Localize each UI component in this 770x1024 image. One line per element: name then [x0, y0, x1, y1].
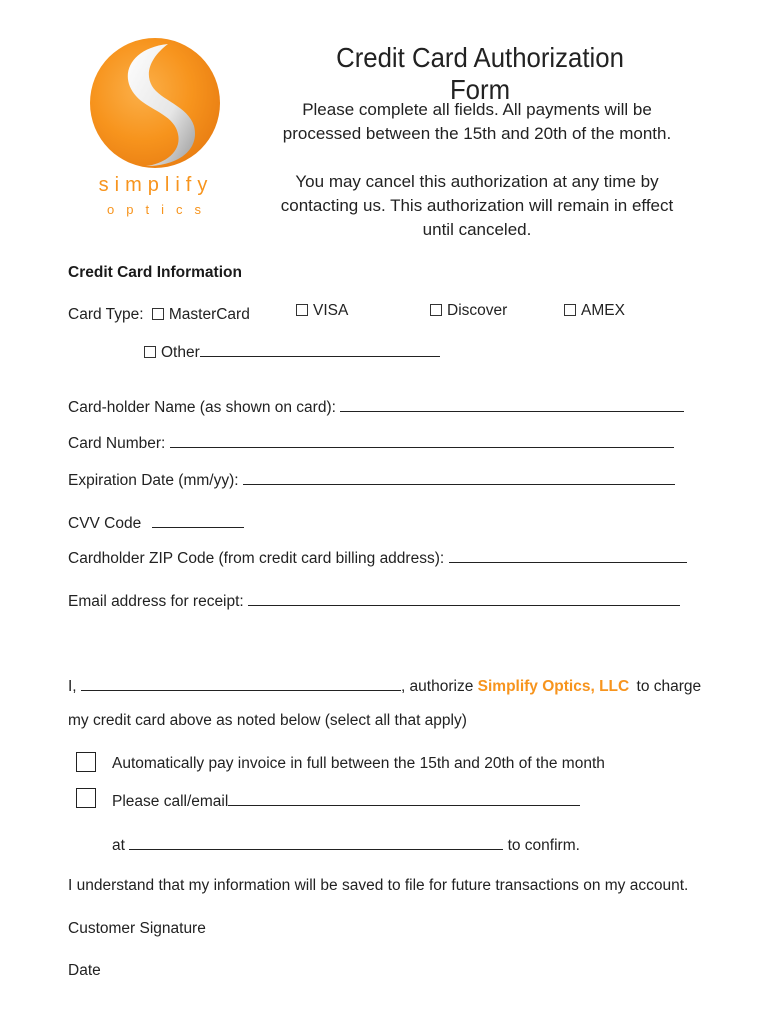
company-name: Simplify Optics, LLC: [477, 678, 630, 695]
expiration-input[interactable]: [243, 470, 675, 485]
cardholder-name-input[interactable]: [340, 397, 684, 412]
authorize-suffix: to charge: [636, 678, 702, 695]
understand-statement: I understand that my information will be saved to file for future transactions on my account.: [68, 877, 689, 894]
discover-checkbox[interactable]: [430, 304, 442, 316]
confirm-field: [112, 835, 580, 855]
cardholder-name-label: Card-holder Name (as shown on card):: [68, 399, 336, 416]
zip-field: [68, 548, 687, 568]
other-option[interactable]: [144, 342, 440, 362]
email-field: [68, 591, 680, 611]
cvv-label: CVV Code: [68, 515, 142, 532]
amex-option[interactable]: [564, 302, 625, 320]
discover-label: Discover: [447, 302, 508, 319]
authorize-middle: , authorize: [400, 678, 474, 695]
other-label: Other: [161, 344, 200, 361]
confirm-contact-input[interactable]: [129, 835, 503, 850]
expiration-label: Expiration Date (mm/yy):: [68, 472, 239, 489]
mastercard-label: MasterCard: [168, 306, 250, 323]
card-number-field: [68, 433, 674, 453]
zip-input[interactable]: [449, 548, 687, 563]
cvv-field: [68, 513, 244, 533]
call-email-checkbox[interactable]: [76, 788, 96, 808]
auto-pay-checkbox[interactable]: [76, 752, 96, 772]
intro-paragraph: You may cancel this authorization at any time by contacting us. This authorization will remain in effect until canceled.: [280, 172, 674, 239]
visa-option[interactable]: [296, 302, 348, 320]
other-input-line[interactable]: [200, 342, 440, 357]
logo-subword: optics: [107, 202, 213, 217]
mastercard-checkbox[interactable]: [152, 308, 164, 320]
authorizer-name-input[interactable]: [81, 676, 401, 691]
signature-label: Customer Signature: [68, 920, 206, 937]
cardholder-name-field: [68, 397, 684, 417]
confirm-label: to confirm.: [507, 837, 580, 854]
card-type-row: [68, 306, 250, 324]
visa-label: VISA: [313, 302, 349, 319]
other-checkbox[interactable]: [144, 346, 156, 358]
card-number-label: Card Number:: [68, 435, 166, 452]
card-number-input[interactable]: [170, 433, 674, 448]
email-label: Email address for receipt:: [68, 593, 244, 610]
expiration-field: [68, 470, 675, 490]
intro-paragraph: Please complete all fields. All payments will be processed between the 15th and 20th of the month.: [282, 100, 672, 143]
call-email-label: Please call/email: [112, 793, 229, 810]
discover-option[interactable]: [430, 302, 507, 320]
logo-s-icon: [90, 38, 220, 168]
intro-text: [270, 98, 684, 242]
authorization-line: [68, 676, 701, 696]
auto-pay-label: Automatically pay invoice in full between the 15th and 20th of the month: [112, 755, 605, 772]
company-logo: [86, 38, 226, 228]
visa-checkbox[interactable]: [296, 304, 308, 316]
logo-wordmark: simplify: [98, 174, 214, 196]
zip-label: Cardholder ZIP Code (from credit card billing address):: [68, 550, 445, 567]
call-email-field: [112, 791, 580, 811]
cvv-input[interactable]: [152, 513, 244, 528]
email-input[interactable]: [248, 591, 680, 606]
amex-label: AMEX: [581, 302, 625, 319]
amex-checkbox[interactable]: [564, 304, 576, 316]
form-title: Credit Card Authorization Form: [336, 42, 624, 105]
authorization-line2: my credit card above as noted below (select all that apply): [68, 712, 467, 729]
date-label: Date: [68, 962, 101, 979]
card-type-label: Card Type:: [68, 306, 144, 323]
authorize-prefix: I,: [68, 678, 77, 695]
section-heading: Credit Card Information: [68, 264, 242, 281]
at-label: at: [112, 837, 125, 854]
call-email-input[interactable]: [228, 791, 580, 806]
